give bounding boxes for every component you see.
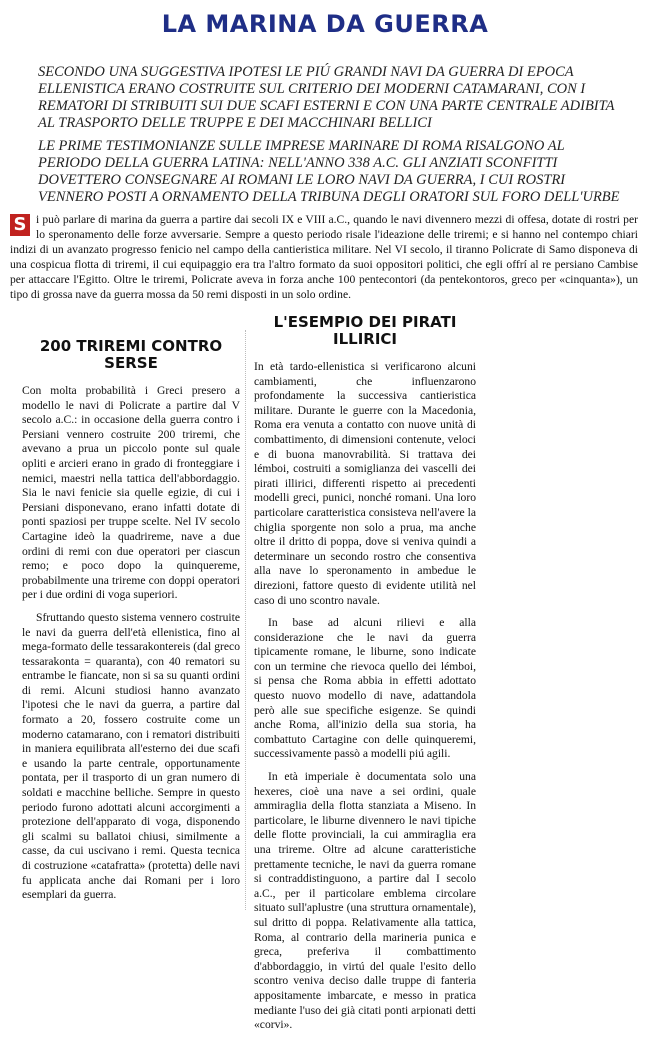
page-title: LA MARINA DA GUERRA xyxy=(161,10,489,38)
column-divider xyxy=(245,330,246,910)
intro-paragraph-1: SECONDO UNA SUGGESTIVA IPOTESI LE PIÚ GRANDI NAVI DA GUERRA DI EPOCA ELLENISTICA ERANO COSTRUITE SUL CRITERIO DEI MODERNI CATAMARANI, CON I REMATORI DI STRIBUITI SUI DUE SCAFI ESTERNI E CON UNA PARTE CENTRALE ADIBITA AL TRASPORTO DELLE TRUPPE E DEI MACCHINARI BELLICI xyxy=(38,64,615,131)
side-image-area xyxy=(487,300,650,919)
intro-paragraph-2: LE PRIME TESTIMONIANZE SULLE IMPRESE MARINARE DI ROMA RISALGONO AL PERIODO DELLA GUERRA LATINA: NELL'ANNO 338 A.C. GLI ANZIATI SCONFITTI DOVETTERO CONSEGNARE AI ROMANI LE LORO NAVI DA GUERRA, I CUI ROSTRI VENNERO POSTI A ORNAMENTO DELLA TRIBUNA DEGLI ORATORI SUL FORO DELL'URBE xyxy=(38,138,620,205)
right-column xyxy=(254,314,476,1041)
right-column-heading: L'ESEMPIO DEI PIRATI ILLIRICI xyxy=(273,313,457,348)
lead-text: i può parlare di marina da guerra a partire dai secoli IX e VIII a.C., quando le navi divennero mezzi di offesa, dotate di rostri per lo speronamento delle forze avversarie. Sempre a questo periodo risale l'ideazione delle triremi; e si hanno nel contempo chiari indizi di un avanzato progresso fenicio nel campo della cantieristica militare. Nel VI secolo, il tiranno Policrate di Samo disponeva di una cospicua flotta di triremi, il cui equipaggio era tra l'altro formato da suoi oppositori politici, che egli offrí al re persiano Cambise per attaccare l'Egitto. Oltre le triremi, Policrate aveva in forza anche 100 pentecontori (da pentekontoros, greco per «cinquanta»), un tipo di grossa nave da guerra mossa da 50 remi disposti in un solo ordine. xyxy=(10,213,638,301)
right-paragraph-1: In età tardo-ellenistica si verificarono alcuni cambiamenti, che influenzarono profondamente la successiva cantieristica militare. Durante le guerre con la Macedonia, Roma era venuta a contatto con nuove unità di combattimento, di dimensioni contenute, veloci e di buona manovrabilità. Si trattava dei lémboi, costruiti a somiglianza dei vascelli dei pirati illirici, differenti rispetto ai precedenti modelli greci, punici, nonché romani. Una loro particolare caratteristica consisteva nell'avere la chiglia sporgente non solo a prua, ma anche oltre il dritto di poppa, dove si veniva quindi a determinare un secondo rostro che consentiva alla nave lo speronamento in ambedue le direzioni, fattore questo di evidente utilità nel caso di uno scontro navale. xyxy=(254,360,476,607)
left-paragraph-1: Con molta probabilità i Greci presero a modello le navi di Policrate a partire dal V secolo a.C.: in occasione della guerra contro i Persiani vennero costruite 200 triremi, che avevano a prua un piccolo ponte sul quale opliti e arcieri erano in grado di fronteggiare i nemici, maestri nella tattica dell'abbordaggio. Sia le navi fenicie sia quelle egizie, di cui i Persiani disponevano, erano infatti dotate di ponti spaziosi per truppe scelte. Nel IV secolo Cartagine ideò la quadrireme, nave a due ordini di remi con due operatori per ciascun remo; e poco dopo la quinquereme, probabilmente una trireme con doppi operatori per i due ordini di voga superiori. xyxy=(22,384,240,602)
left-column-heading: 200 TRIREMI CONTRO SERSE xyxy=(39,337,223,372)
drop-cap: S xyxy=(10,214,30,236)
intro-block xyxy=(38,64,628,212)
left-paragraph-2: Sfruttando questo sistema vennero costruite le navi da guerra dell'età ellenistica, fino al mega-formato delle tessarakontereis (dal greco tessarakonta = quaranta), con 40 rematori su entrambe le fiancate, non si sa su quanti ordini di remi. Alcuni studiosi hanno avanzato l'ipotesi che le navi da guerra, a partire dal formato a 20, fossero costruite come un moderno catamarano, con i rematori distribuiti in maniera equilibrata all'esterno dei due scafi e usando la parte centrale, opportunamente pontata, per il trasporto di un gran numero di soldati e macchine belliche. Sempre in questo periodo furono adottati alcuni accorgimenti a protezione dell'apparato di voga, disponendo gli scalmi su ballatoi chiusi, similmente a casse, da cui uscivano i remi. Questa tecnica di costruzione «catafratta» (protetta) delle navi fu applicata anche dai Romani per i loro esemplari da guerra. xyxy=(22,610,240,902)
right-paragraph-2: In base ad alcuni rilievi e alla considerazione che le navi da guerra tipicamente romane, le liburne, sono indicate con un termine che rievoca quello dei lémboi, si pensa che Roma abbia in effetti adottato questo nuovo modello di nave, adattandola però alle sue specifiche esigenze. Se quindi anche Roma, all'inizio della sua storia, ha combattuto Cartagine con delle quinqueremi, successivamente passò a modelli piú agili. xyxy=(254,616,476,761)
left-column xyxy=(22,338,240,911)
lead-paragraph xyxy=(10,212,638,302)
right-paragraph-3: In età imperiale è documentata solo una hexeres, cioè una nave a sei ordini, quale ammiraglia della flotta stanziata a Miseno. In particolare, le liburne divennero le navi tipiche delle flotte provinciali, la cui ammiraglia era una trireme. Oltre ad alcune caratteristiche prettamente tecniche, le navi da guerra romane si contraddistinguono, a partire dal I secolo a.C., per il particolare emblema circolare situato sull'aplustre (una struttura ornamentale), sul dritto di poppa. Relativamente alla tattica, Roma, al contrario della marineria punica e greca, preferiva il combattimento d'abbordaggio, in virtú del quale l'esito dello scontro veniva deciso dalle truppe di fanteria appositamente imbarcate, e messo in pratica mediante l'uso dei già citati ponti arpionati detti «corvi». xyxy=(254,770,476,1032)
